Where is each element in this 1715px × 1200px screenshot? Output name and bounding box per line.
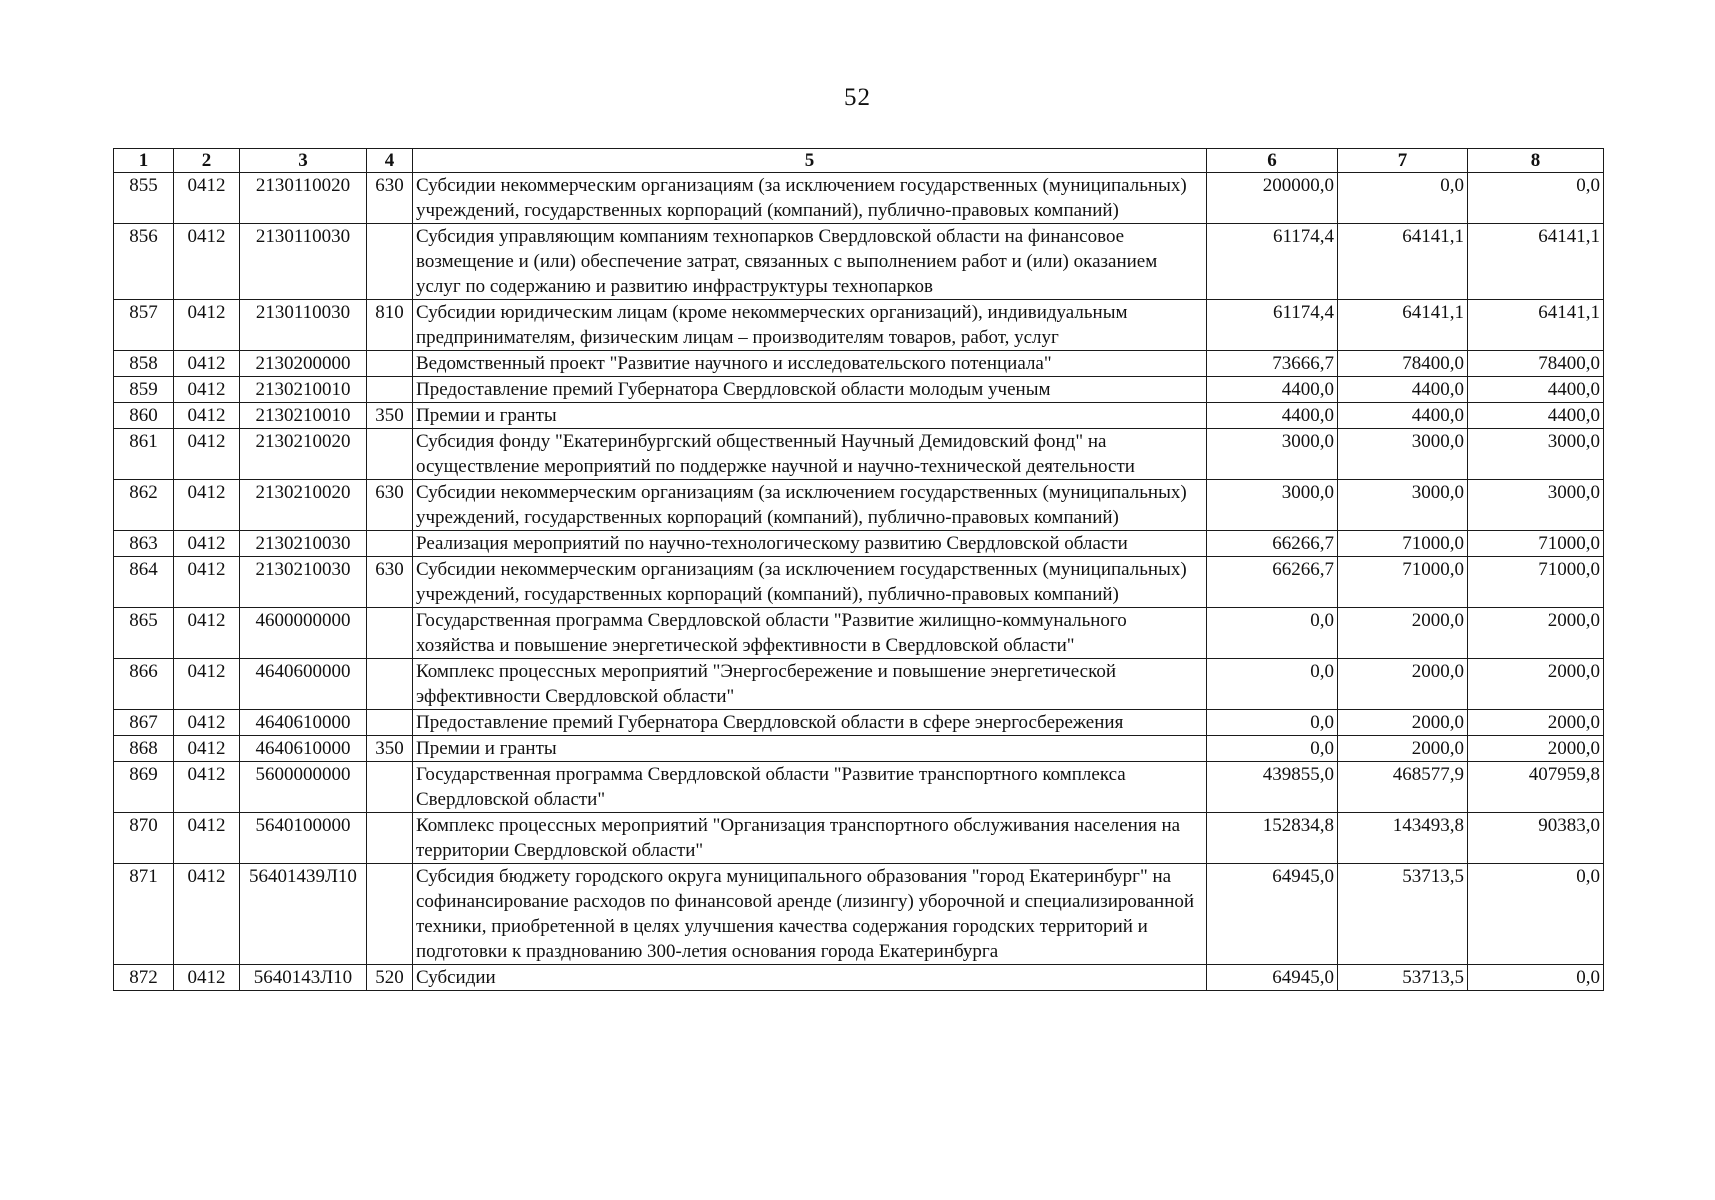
- amount-col8-cell: 3000,0: [1468, 480, 1604, 531]
- section-code-cell: 0412: [174, 965, 240, 991]
- amount-col8-cell: 71000,0: [1468, 557, 1604, 608]
- section-code-cell: 0412: [174, 864, 240, 965]
- description-cell: Субсидия фонду "Екатеринбургский общественный Научный Демидовский фонд" на осуществление мероприятий по поддержке научной и научно-технической деятельности: [413, 429, 1207, 480]
- section-code-cell: 0412: [174, 173, 240, 224]
- target-article-cell: 2130110030: [240, 300, 367, 351]
- expense-type-cell: [367, 377, 413, 403]
- expense-type-cell: 630: [367, 480, 413, 531]
- description-cell: Субсидии некоммерческим организациям (за исключением государственных (муниципальных) учреждений, государственных корпораций (компаний), публично-правовых компаний): [413, 480, 1207, 531]
- budget-table: [113, 148, 1604, 991]
- amount-col8-cell: 4400,0: [1468, 403, 1604, 429]
- amount-col8-cell: 0,0: [1468, 864, 1604, 965]
- target-article-cell: 2130110020: [240, 173, 367, 224]
- section-code-cell: 0412: [174, 659, 240, 710]
- amount-col8-cell: 0,0: [1468, 173, 1604, 224]
- target-article-cell: 5640143Л10: [240, 965, 367, 991]
- section-code-cell: 0412: [174, 300, 240, 351]
- row-number-cell: 856: [114, 224, 174, 300]
- amount-col6-cell: 3000,0: [1207, 480, 1338, 531]
- amount-col7-cell: 4400,0: [1338, 377, 1468, 403]
- target-article-cell: 2130110030: [240, 224, 367, 300]
- row-number-cell: 862: [114, 480, 174, 531]
- amount-col7-cell: 2000,0: [1338, 659, 1468, 710]
- amount-col8-cell: 64141,1: [1468, 300, 1604, 351]
- amount-col6-cell: 73666,7: [1207, 351, 1338, 377]
- amount-col6-cell: 0,0: [1207, 608, 1338, 659]
- table-row: [114, 480, 1604, 531]
- row-number-cell: 864: [114, 557, 174, 608]
- target-article-cell: 4640600000: [240, 659, 367, 710]
- target-article-cell: 2130210010: [240, 403, 367, 429]
- table-row: [114, 762, 1604, 813]
- row-number-cell: 865: [114, 608, 174, 659]
- amount-col8-cell: 3000,0: [1468, 429, 1604, 480]
- row-number-cell: 858: [114, 351, 174, 377]
- column-header: 8: [1468, 149, 1604, 173]
- amount-col6-cell: 0,0: [1207, 736, 1338, 762]
- amount-col6-cell: 64945,0: [1207, 965, 1338, 991]
- amount-col6-cell: 66266,7: [1207, 531, 1338, 557]
- row-number-cell: 870: [114, 813, 174, 864]
- row-number-cell: 868: [114, 736, 174, 762]
- row-number-cell: 869: [114, 762, 174, 813]
- amount-col6-cell: 439855,0: [1207, 762, 1338, 813]
- expense-type-cell: [367, 813, 413, 864]
- amount-col6-cell: 61174,4: [1207, 224, 1338, 300]
- section-code-cell: 0412: [174, 224, 240, 300]
- expense-type-cell: [367, 608, 413, 659]
- expense-type-cell: [367, 710, 413, 736]
- amount-col6-cell: 4400,0: [1207, 377, 1338, 403]
- description-cell: Реализация мероприятий по научно-технологическому развитию Свердловской области: [413, 531, 1207, 557]
- amount-col8-cell: 407959,8: [1468, 762, 1604, 813]
- table-row: [114, 403, 1604, 429]
- target-article-cell: 2130210020: [240, 480, 367, 531]
- section-code-cell: 0412: [174, 531, 240, 557]
- column-header: 2: [174, 149, 240, 173]
- section-code-cell: 0412: [174, 403, 240, 429]
- amount-col8-cell: 2000,0: [1468, 659, 1604, 710]
- target-article-cell: 2130210030: [240, 531, 367, 557]
- section-code-cell: 0412: [174, 377, 240, 403]
- table-row: [114, 429, 1604, 480]
- description-cell: Субсидии некоммерческим организациям (за исключением государственных (муниципальных) учреждений, государственных корпораций (компаний), публично-правовых компаний): [413, 557, 1207, 608]
- description-cell: Предоставление премий Губернатора Свердловской области в сфере энергосбережения: [413, 710, 1207, 736]
- description-cell: Субсидия бюджету городского округа муниципального образования "город Екатеринбург" на софинансирование расходов по финансовой аренде (лизингу) уборочной и специализированной техники, приобретенной в целях улучшения качества содержания городских территорий и подготовки к празднованию 300-летия основания города Екатеринбурга: [413, 864, 1207, 965]
- expense-type-cell: 630: [367, 173, 413, 224]
- target-article-cell: 4640610000: [240, 710, 367, 736]
- target-article-cell: 56401439Л10: [240, 864, 367, 965]
- table-row: [114, 710, 1604, 736]
- column-header: 5: [413, 149, 1207, 173]
- column-header: 1: [114, 149, 174, 173]
- expense-type-cell: [367, 762, 413, 813]
- row-number-cell: 855: [114, 173, 174, 224]
- table-row: [114, 736, 1604, 762]
- amount-col7-cell: 53713,5: [1338, 864, 1468, 965]
- column-header: 7: [1338, 149, 1468, 173]
- section-code-cell: 0412: [174, 557, 240, 608]
- amount-col7-cell: 78400,0: [1338, 351, 1468, 377]
- amount-col6-cell: 66266,7: [1207, 557, 1338, 608]
- description-cell: Ведомственный проект "Развитие научного и исследовательского потенциала": [413, 351, 1207, 377]
- table-row: [114, 351, 1604, 377]
- header-row: [114, 149, 1604, 173]
- description-cell: Государственная программа Свердловской области "Развитие транспортного комплекса Свердловской области": [413, 762, 1207, 813]
- section-code-cell: 0412: [174, 480, 240, 531]
- expense-type-cell: 350: [367, 736, 413, 762]
- amount-col6-cell: 200000,0: [1207, 173, 1338, 224]
- table-row: [114, 300, 1604, 351]
- expense-type-cell: 810: [367, 300, 413, 351]
- target-article-cell: 2130200000: [240, 351, 367, 377]
- target-article-cell: 5600000000: [240, 762, 367, 813]
- row-number-cell: 857: [114, 300, 174, 351]
- expense-type-cell: 630: [367, 557, 413, 608]
- table-header: [114, 149, 1604, 173]
- amount-col6-cell: 0,0: [1207, 710, 1338, 736]
- target-article-cell: 2130210010: [240, 377, 367, 403]
- description-cell: Субсидии некоммерческим организациям (за исключением государственных (муниципальных) учреждений, государственных корпораций (компаний), публично-правовых компаний): [413, 173, 1207, 224]
- page-number: 52: [844, 84, 871, 111]
- target-article-cell: 4600000000: [240, 608, 367, 659]
- amount-col8-cell: 90383,0: [1468, 813, 1604, 864]
- amount-col8-cell: 0,0: [1468, 965, 1604, 991]
- amount-col8-cell: 2000,0: [1468, 736, 1604, 762]
- table-row: [114, 173, 1604, 224]
- description-cell: Комплекс процессных мероприятий "Энергосбережение и повышение энергетической эффективности Свердловской области": [413, 659, 1207, 710]
- column-header: 6: [1207, 149, 1338, 173]
- amount-col7-cell: 64141,1: [1338, 300, 1468, 351]
- row-number-cell: 861: [114, 429, 174, 480]
- table-row: [114, 224, 1604, 300]
- amount-col7-cell: 3000,0: [1338, 480, 1468, 531]
- table-row: [114, 608, 1604, 659]
- table-row: [114, 813, 1604, 864]
- table-row: [114, 659, 1604, 710]
- amount-col7-cell: 64141,1: [1338, 224, 1468, 300]
- section-code-cell: 0412: [174, 608, 240, 659]
- section-code-cell: 0412: [174, 351, 240, 377]
- column-header: 3: [240, 149, 367, 173]
- amount-col8-cell: 64141,1: [1468, 224, 1604, 300]
- amount-col8-cell: 4400,0: [1468, 377, 1604, 403]
- row-number-cell: 867: [114, 710, 174, 736]
- amount-col7-cell: 71000,0: [1338, 531, 1468, 557]
- amount-col8-cell: 2000,0: [1468, 710, 1604, 736]
- table-row: [114, 557, 1604, 608]
- amount-col8-cell: 2000,0: [1468, 608, 1604, 659]
- description-cell: Субсидии юридическим лицам (кроме некоммерческих организаций), индивидуальным предпринимателям, физическим лицам – производителям товаров, работ, услуг: [413, 300, 1207, 351]
- section-code-cell: 0412: [174, 762, 240, 813]
- amount-col7-cell: 2000,0: [1338, 736, 1468, 762]
- amount-col6-cell: 61174,4: [1207, 300, 1338, 351]
- amount-col7-cell: 3000,0: [1338, 429, 1468, 480]
- amount-col8-cell: 71000,0: [1468, 531, 1604, 557]
- row-number-cell: 866: [114, 659, 174, 710]
- table-row: [114, 531, 1604, 557]
- expense-type-cell: [367, 659, 413, 710]
- row-number-cell: 863: [114, 531, 174, 557]
- expense-type-cell: 350: [367, 403, 413, 429]
- row-number-cell: 859: [114, 377, 174, 403]
- target-article-cell: 4640610000: [240, 736, 367, 762]
- amount-col7-cell: 468577,9: [1338, 762, 1468, 813]
- description-cell: Субсидия управляющим компаниям технопарков Свердловской области на финансовое возмещение и (или) обеспечение затрат, связанных с выполнением работ и (или) оказанием услуг по содержанию и развитию инфраструктуры технопарков: [413, 224, 1207, 300]
- amount-col6-cell: 152834,8: [1207, 813, 1338, 864]
- expense-type-cell: [367, 224, 413, 300]
- row-number-cell: 871: [114, 864, 174, 965]
- amount-col7-cell: 143493,8: [1338, 813, 1468, 864]
- expense-type-cell: [367, 864, 413, 965]
- target-article-cell: 2130210030: [240, 557, 367, 608]
- table-row: [114, 864, 1604, 965]
- description-cell: Предоставление премий Губернатора Свердловской области молодым ученым: [413, 377, 1207, 403]
- amount-col6-cell: 4400,0: [1207, 403, 1338, 429]
- table-row: [114, 377, 1604, 403]
- section-code-cell: 0412: [174, 710, 240, 736]
- table-row: [114, 965, 1604, 991]
- target-article-cell: 2130210020: [240, 429, 367, 480]
- amount-col8-cell: 78400,0: [1468, 351, 1604, 377]
- expense-type-cell: [367, 351, 413, 377]
- description-cell: Комплекс процессных мероприятий "Организация транспортного обслуживания населения на территории Свердловской области": [413, 813, 1207, 864]
- section-code-cell: 0412: [174, 813, 240, 864]
- amount-col7-cell: 71000,0: [1338, 557, 1468, 608]
- amount-col7-cell: 2000,0: [1338, 608, 1468, 659]
- row-number-cell: 860: [114, 403, 174, 429]
- row-number-cell: 872: [114, 965, 174, 991]
- description-cell: Премии и гранты: [413, 403, 1207, 429]
- amount-col7-cell: 2000,0: [1338, 710, 1468, 736]
- description-cell: Субсидии: [413, 965, 1207, 991]
- column-header: 4: [367, 149, 413, 173]
- table-body: [114, 173, 1604, 991]
- description-cell: Премии и гранты: [413, 736, 1207, 762]
- amount-col6-cell: 64945,0: [1207, 864, 1338, 965]
- description-cell: Государственная программа Свердловской области "Развитие жилищно-коммунального хозяйства и повышение энергетической эффективности в Свердловской области": [413, 608, 1207, 659]
- amount-col6-cell: 0,0: [1207, 659, 1338, 710]
- expense-type-cell: [367, 531, 413, 557]
- amount-col6-cell: 3000,0: [1207, 429, 1338, 480]
- amount-col7-cell: 53713,5: [1338, 965, 1468, 991]
- expense-type-cell: 520: [367, 965, 413, 991]
- target-article-cell: 5640100000: [240, 813, 367, 864]
- expense-type-cell: [367, 429, 413, 480]
- section-code-cell: 0412: [174, 736, 240, 762]
- section-code-cell: 0412: [174, 429, 240, 480]
- amount-col7-cell: 4400,0: [1338, 403, 1468, 429]
- amount-col7-cell: 0,0: [1338, 173, 1468, 224]
